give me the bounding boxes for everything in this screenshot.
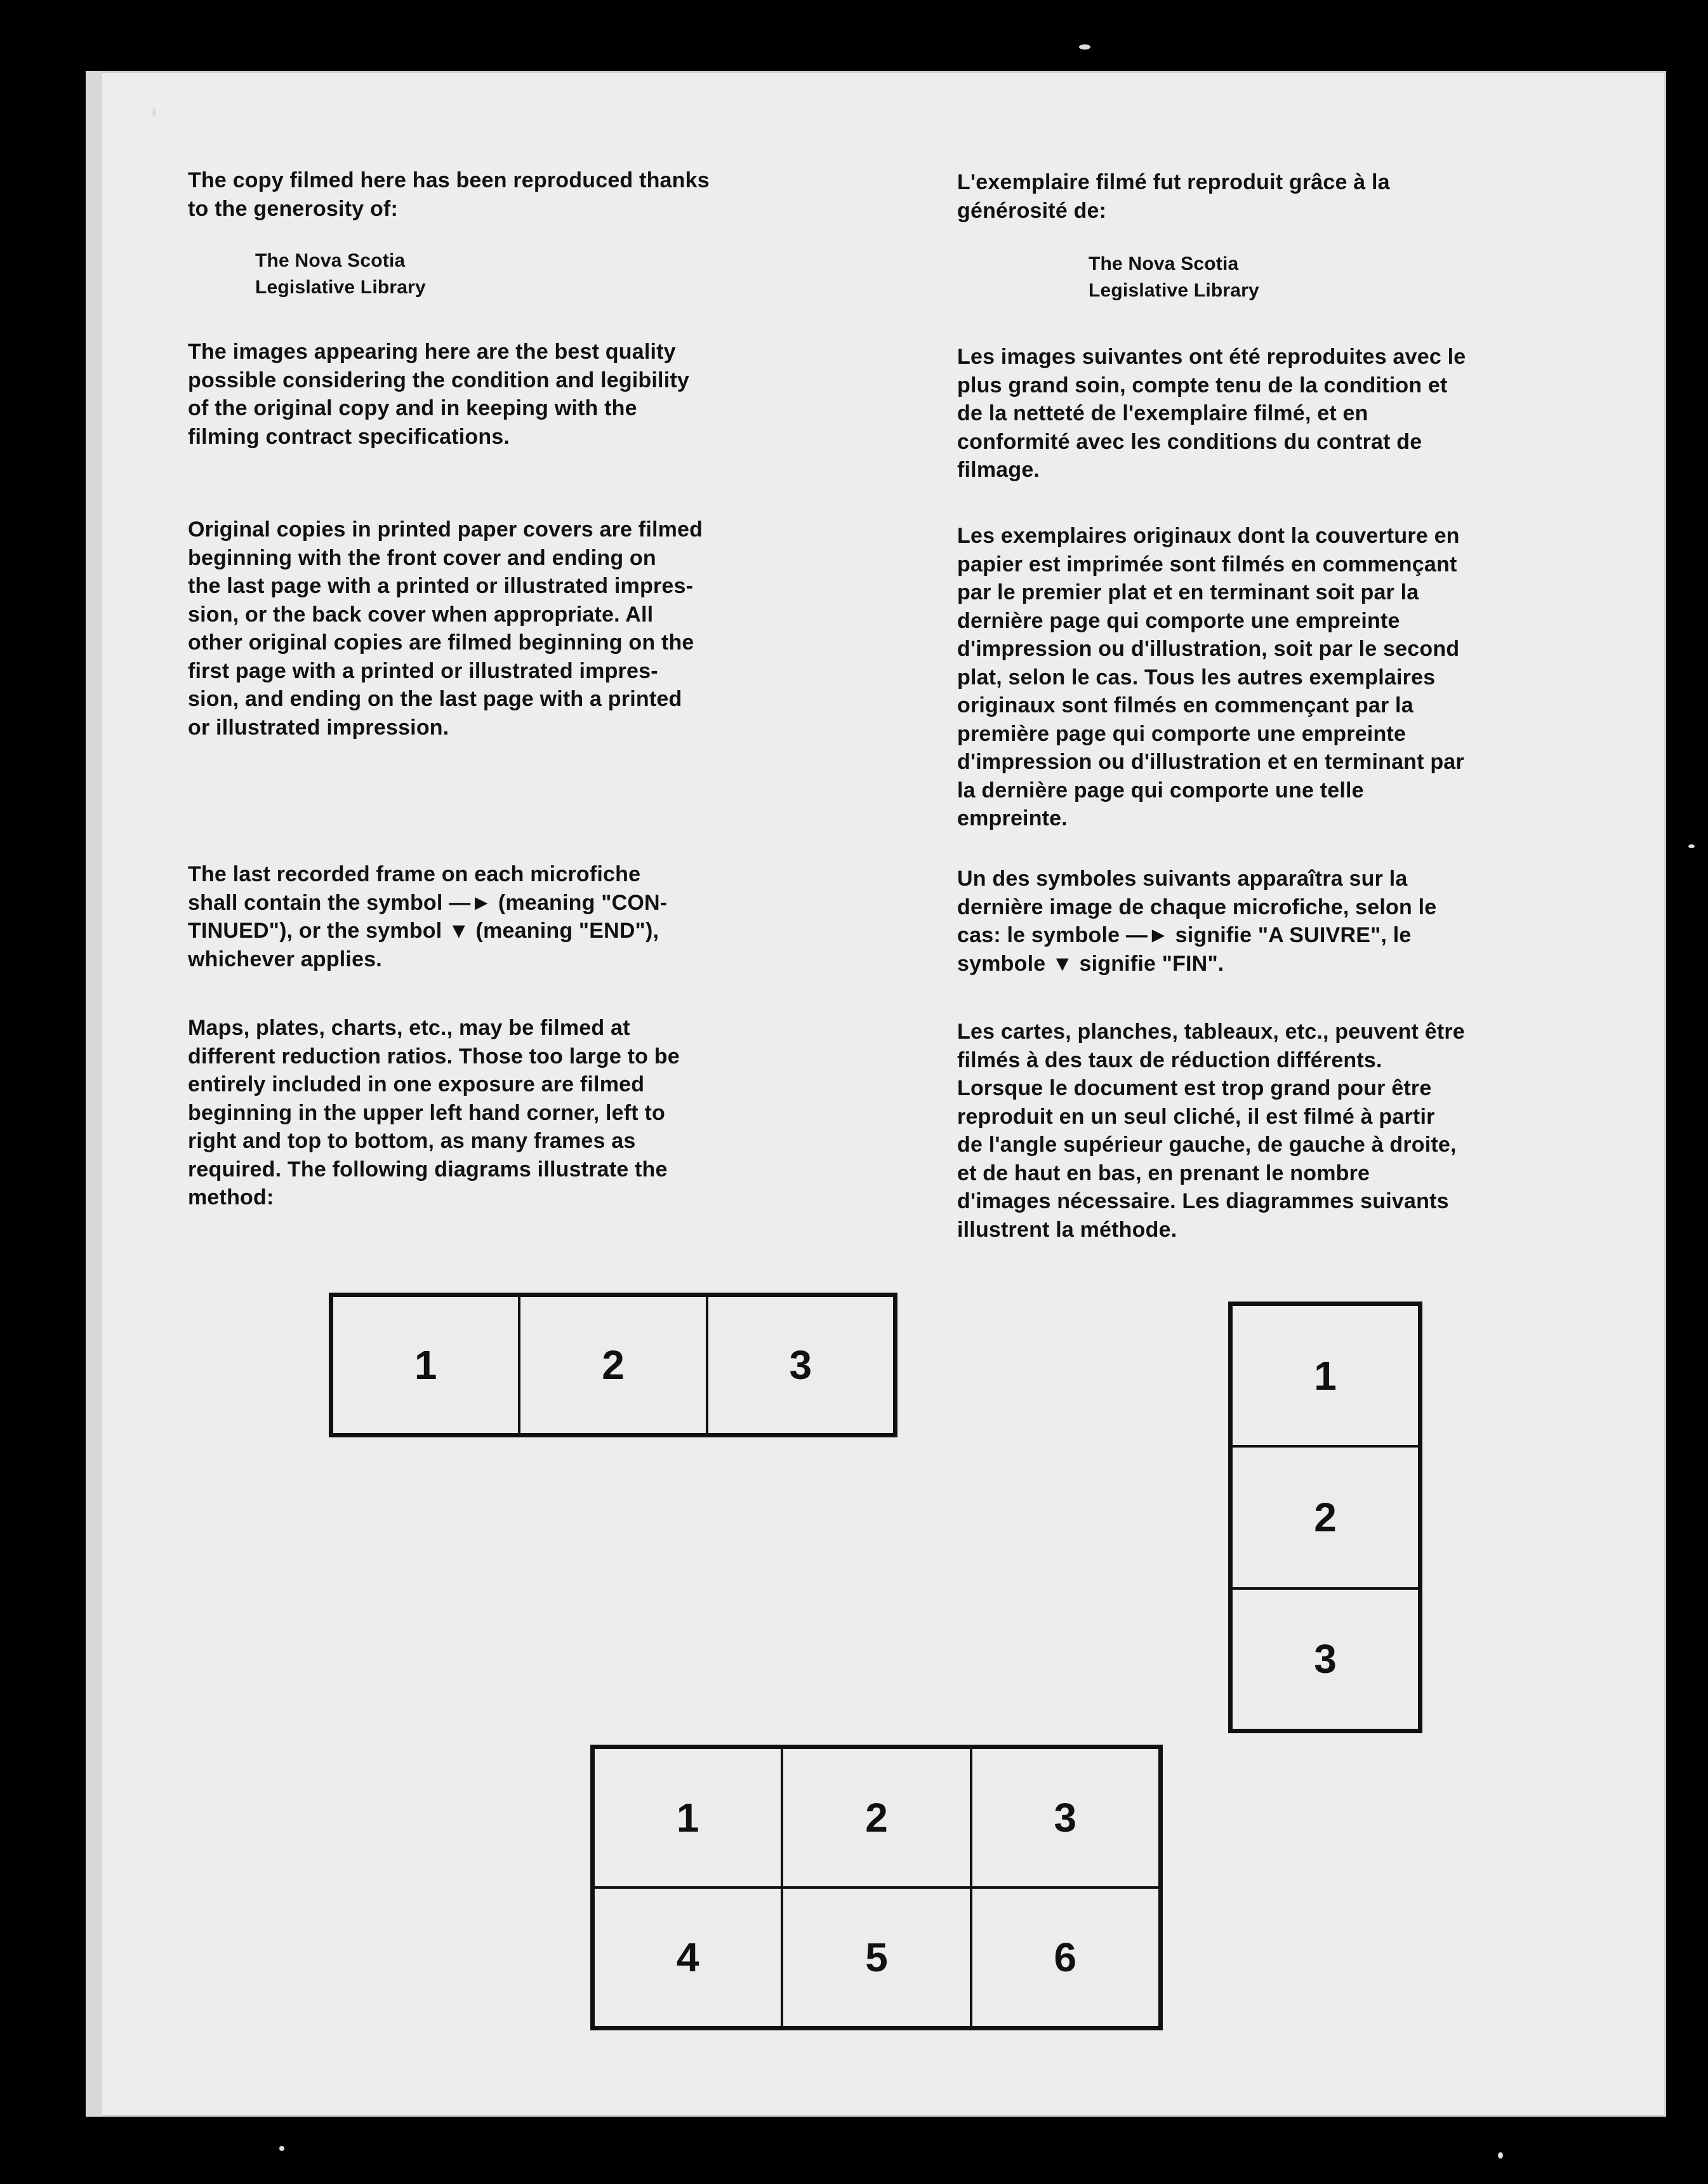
dust-speck [1688, 844, 1695, 848]
diagram-horizontal [329, 1293, 897, 1437]
frame-1: 1 [593, 1748, 782, 1888]
english-thanks: The copy filmed here has been reproduced thanks to the generosity of: [188, 168, 710, 221]
frame-1: 1 [332, 1296, 519, 1434]
french-originals-paragraph: Les exemplaires originaux dont la couverture en papier est imprimée sont filmés en commençant par le premier plat et en terminant soit par la dernière page qui comporte une empreinte d'impression ou d'illustration, soit par le second plat, selon le cas. Tous les autres exemplaires originaux sont filmés en commençant par la première page qui comporte une empreinte d'impression ou d'illustration et en terminant par la dernière page qui comporte une telle empreinte. [957, 524, 1464, 830]
french-thanks: L'exemplaire filmé fut reproduit grâce à la générosité de: [957, 170, 1390, 223]
frame-3: 3 [971, 1748, 1160, 1888]
frame-4: 4 [593, 1888, 782, 2027]
frame-6: 6 [971, 1888, 1160, 2027]
dust-speck [1079, 44, 1090, 50]
english-library-name: The Nova Scotia Legislative Library [255, 250, 426, 298]
french-symbols-paragraph: Un des symboles suivants apparaîtra sur la dernière image de chaque microfiche, selon le cas: le symbole —► signifie "A SUIVRE", le symbole ▼ signifie "FIN". [957, 867, 1437, 976]
french-maps-paragraph: Les cartes, planches, tableaux, etc., peuvent être filmés à des taux de réduction différents. Lorsque le document est trop grand pour être reproduit en un seul cliché, il est filmé à partir de l'angle supérieur gauche, de gauche à droite, et de haut en bas, en prenant le nombre d'images nécessaire. Les diagrammes suivants illustrent la méthode. [957, 1020, 1465, 1242]
english-column [188, 0, 854, 1209]
diagram-vertical [1228, 1302, 1422, 1733]
frame-3: 3 [1231, 1588, 1419, 1730]
frame-3: 3 [707, 1296, 894, 1434]
english-quality-paragraph: The images appearing here are the best quality possible considering the condition and legibility of the original copy and in keeping with the filming contract specifications. [188, 340, 689, 449]
french-quality-paragraph: Les images suivantes ont été reproduites avec le plus grand soin, compte tenu de la condition et de la netteté de l'exemplaire filmé, et en conformité avec les conditions du contrat de filmage. [957, 345, 1466, 482]
english-originals-paragraph: Original copies in printed paper covers are filmed beginning with the front cover and ending on the last page with a printed or illustrated impres- sion, or the back cover when appropriate. All other original copies are filmed beginning on the first page with a printed or illustrated impres- sion, and ending on the last page with a printed or illustrated impression. [188, 517, 703, 740]
french-column [957, 0, 1643, 1242]
english-symbols-paragraph: The last recorded frame on each microfiche shall contain the symbol —► (meaning "CON- TINUED"), or the symbol ▼ (meaning "END"), whichever applies. [188, 862, 668, 971]
french-library-name: The Nova Scotia Legislative Library [1089, 253, 1259, 301]
frame-2: 2 [519, 1296, 706, 1434]
diagram-grid [590, 1745, 1163, 2030]
dust-speck [1498, 2152, 1503, 2159]
dust-speck [279, 2146, 284, 2151]
frame-2: 2 [1231, 1446, 1419, 1588]
frame-1: 1 [1231, 1305, 1419, 1446]
dust-speck [152, 108, 156, 117]
english-maps-paragraph: Maps, plates, charts, etc., may be filmed at different reduction ratios. Those too large to be entirely included in one exposure are filmed beginning in the upper left hand corner, left to right and top to bottom, as many frames as required. The following diagrams illustrate the method: [188, 1016, 680, 1209]
frame-5: 5 [782, 1888, 970, 2027]
frame-2: 2 [782, 1748, 970, 1888]
page-edge [86, 71, 102, 2117]
